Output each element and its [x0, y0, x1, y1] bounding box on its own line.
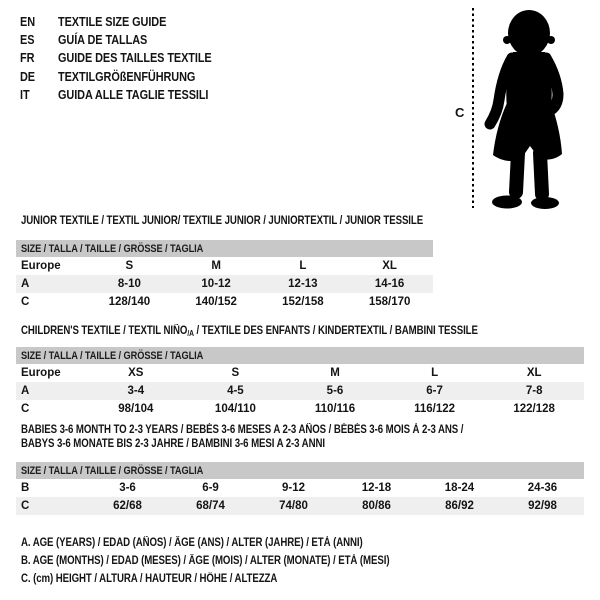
subscript-text: /A — [187, 329, 194, 338]
lang-title-es: GUÍA DE TALLAS — [58, 32, 148, 48]
junior-size-header-bar: SIZE / TALLA / TAILLE / GRÖSSE / TAGLIA — [16, 240, 433, 257]
lang-code-es: ES — [20, 32, 35, 48]
children-section-title: CHILDREN'S TEXTILE / TEXTIL $NIÑO_{/A}$ / TEXTILE DES ENFANTS / KINDERTEXTIL / BAMBINI TESSILE — [21, 325, 478, 338]
table-row: Europe XS S M L XL — [21, 367, 542, 379]
lang-code-fr: FR — [20, 50, 35, 66]
table-row: Europe S M L XL — [21, 260, 397, 272]
babies-section-title: BABIES 3-6 MONTH TO 2-3 YEARS / BEBÉS 3-6 MESES A 2-3 AÑOS / BÉBÉS 3-6 MOIS À 2-3 ANS / BABYS 3-6 MONATE BIS 2-3 JAHRE / BAMBINI 3-6 MESI A 2-3 ANNI — [21, 424, 464, 450]
junior-size-table — [16, 240, 433, 311]
table-row: B 3-6 6-9 9-12 12-18 18-24 24-36 — [21, 482, 558, 494]
lang-row-de — [20, 67, 241, 85]
footnote-a: A. AGE (YEARS) / EDAD (AÑOS) / ÂGE (ANS) / ALTER (JAHRE) / ETÀ (ANNI) — [21, 537, 363, 549]
footnote-b: B. AGE (MONTHS) / EDAD (MESES) / ÂGE (MOIS) / ALTER (MONATE) / ETÀ (MESI) — [21, 555, 390, 567]
lang-row-it — [20, 86, 241, 104]
table-row: A 8-10 10-12 12-13 14-16 — [16, 275, 433, 293]
lang-row-es — [20, 30, 241, 48]
babies-size-table — [16, 462, 584, 515]
table-row: A 3-4 4-5 5-6 6-7 7-8 — [16, 382, 584, 400]
table-row: C 128/140 140/152 152/158 158/170 — [21, 296, 411, 308]
lang-row-en — [20, 12, 241, 30]
lang-row-fr — [20, 49, 241, 67]
lang-title-de: TEXTILGRÖßENFÜHRUNG — [58, 68, 196, 84]
lang-title-it: GUIDA ALLE TAGLIE TESSILI — [58, 87, 209, 103]
height-measure-dashed-line — [472, 8, 474, 208]
lang-code-en: EN — [20, 13, 36, 29]
babies-size-header-bar: SIZE / TALLA / TAILLE / GRÖSSE / TAGLIA — [16, 462, 584, 479]
language-title-list — [20, 12, 241, 104]
lang-code-de: DE — [20, 68, 36, 84]
children-size-table — [16, 347, 584, 418]
children-size-header-bar: SIZE / TALLA / TAILLE / GRÖSSE / TAGLIA — [16, 347, 584, 364]
baby-silhouette-icon — [479, 8, 575, 210]
lang-title-en: TEXTILE SIZE GUIDE — [58, 13, 167, 29]
height-measure-label: C — [455, 105, 465, 120]
footnote-c: C. (cm) HEIGHT / ALTURA / HAUTEUR / HÖHE / ALTEZZA — [21, 573, 278, 585]
table-row: C 98/104 104/110 110/116 116/122 122/128 — [21, 403, 555, 415]
lang-code-it: IT — [20, 87, 30, 103]
footnote-legend — [21, 534, 460, 588]
table-row: C 62/68 68/74 74/80 80/86 86/92 92/98 — [16, 497, 584, 515]
lang-title-fr: GUIDE DES TAILLES TEXTILE — [58, 50, 212, 66]
junior-section-title: JUNIOR TEXTILE / TEXTIL JUNIOR/ TEXTILE JUNIOR / JUNIORTEXTIL / JUNIOR TESSILE — [21, 215, 424, 227]
